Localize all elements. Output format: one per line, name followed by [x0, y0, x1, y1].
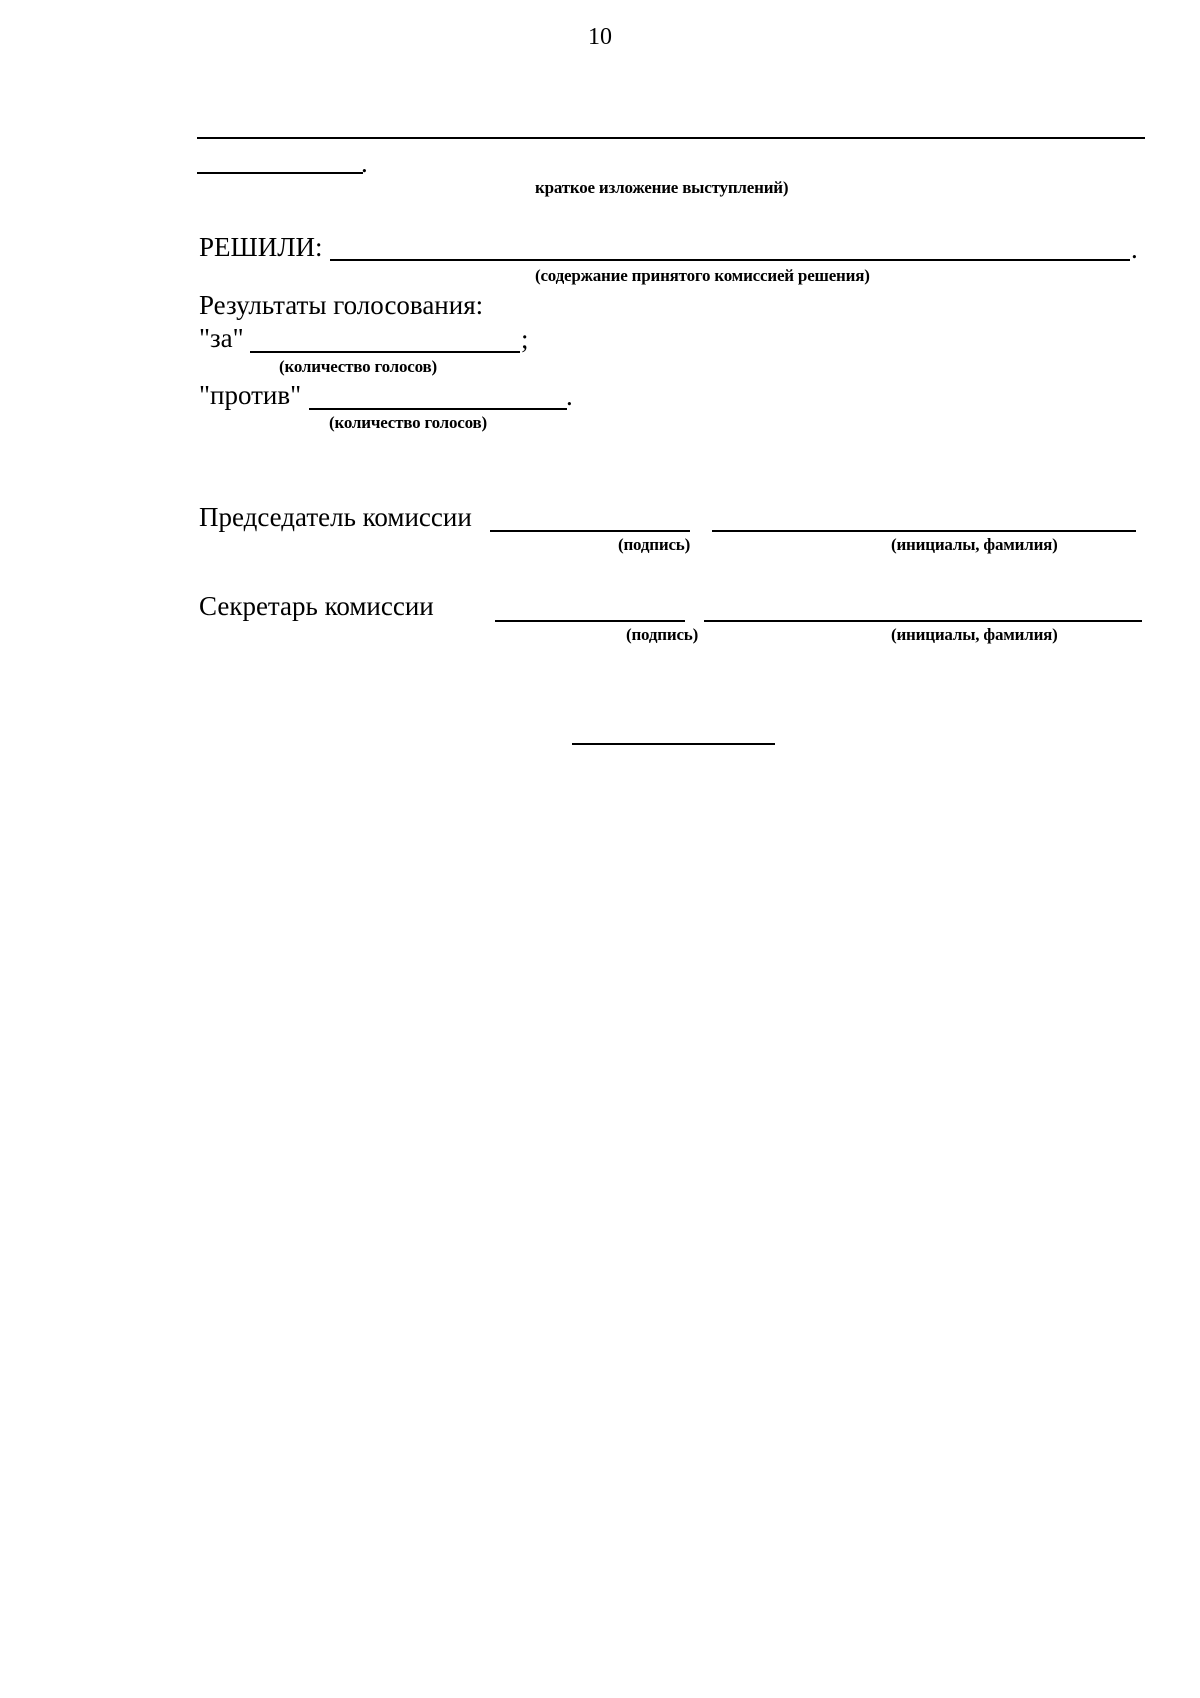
- vote-against-caption: (количество голосов): [329, 413, 487, 432]
- decision-line: [330, 259, 1130, 261]
- chairman-name-line: [712, 530, 1136, 532]
- voting-heading: Результаты голосования:: [199, 290, 484, 320]
- chairman-signature-caption: (подпись): [618, 535, 691, 554]
- secretary-label: Секретарь комиссии: [199, 591, 434, 621]
- end-separator: [572, 743, 775, 745]
- discussion-caption: краткое изложение выступлений): [535, 178, 789, 197]
- decision-caption: (содержание принятого комиссией решения): [535, 266, 870, 285]
- vote-for-caption: (количество голосов): [279, 357, 437, 376]
- chairman-signature-line: [490, 530, 690, 532]
- vote-for-line: [250, 351, 520, 353]
- discussion-line-2: [197, 172, 363, 174]
- secretary-name-line: [704, 620, 1142, 622]
- chairman-name-caption: (инициалы, фамилия): [891, 535, 1058, 554]
- vote-against-end: .: [566, 381, 573, 411]
- vote-against-label: "против": [199, 380, 302, 410]
- vote-for-end: ;: [521, 324, 529, 354]
- secretary-signature-caption: (подпись): [626, 625, 699, 644]
- discussion-end-punct: .: [361, 148, 368, 178]
- vote-for-label: "за": [199, 323, 244, 353]
- decision-label: РЕШИЛИ:: [199, 232, 323, 262]
- chairman-label: Председатель комиссии: [199, 502, 472, 532]
- discussion-line-1: [197, 137, 1145, 139]
- secretary-name-caption: (инициалы, фамилия): [891, 625, 1058, 644]
- page-number: 10: [588, 24, 612, 50]
- secretary-signature-line: [495, 620, 685, 622]
- vote-against-line: [309, 408, 567, 410]
- decision-end-punct: .: [1131, 234, 1138, 264]
